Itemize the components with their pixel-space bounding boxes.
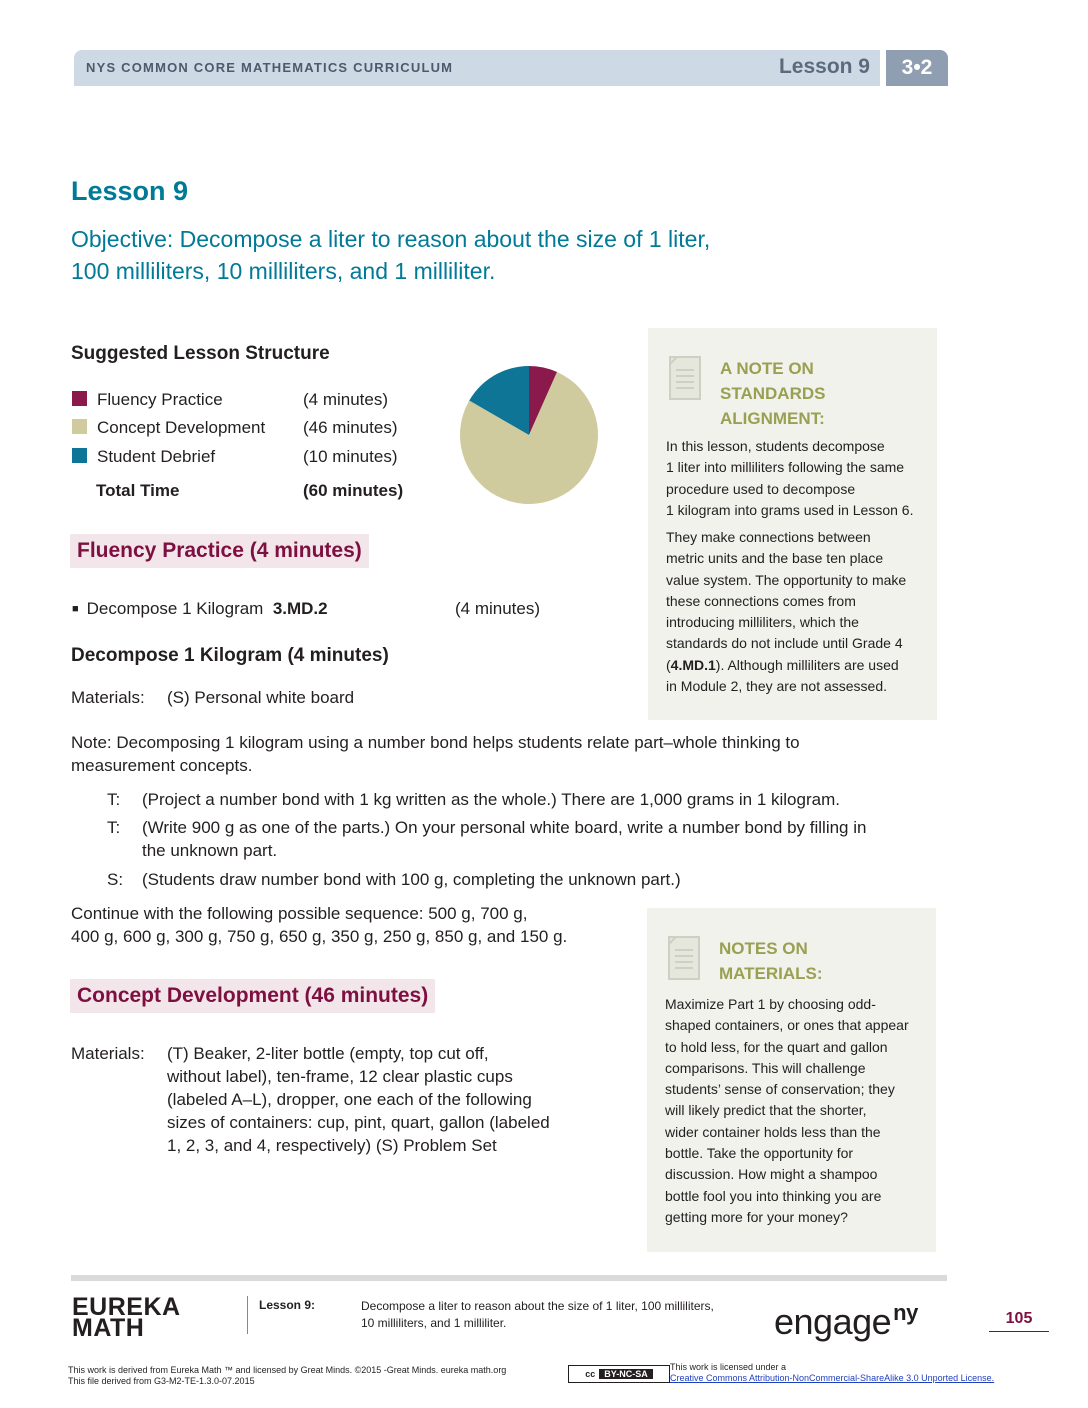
dialogue-line xyxy=(142,788,932,811)
module-badge: 3•2 xyxy=(886,50,948,86)
lesson-structure-title: Suggested Lesson Structure xyxy=(71,343,330,364)
dialogue-text: the unknown part. xyxy=(142,841,278,860)
heading-line: MATERIALS: xyxy=(719,964,823,983)
footer-lesson-label: Lesson 9: xyxy=(259,1298,316,1312)
notepad-icon xyxy=(667,354,705,404)
standards-note-paragraph-2 xyxy=(666,527,932,697)
logo-text: engage xyxy=(774,1301,892,1342)
eureka-math-logo xyxy=(72,1293,181,1342)
lesson-title: Lesson 9 xyxy=(71,176,189,206)
note-text-line: standards do not include until Grade 4 xyxy=(666,635,903,652)
note-line: Note: Decomposing 1 kilogram using a number bond helps students relate part–whole thinking to xyxy=(71,733,800,752)
heading-line: NOTES ON xyxy=(719,939,808,958)
note-text-line: Maximize Part 1 by choosing odd- xyxy=(665,996,876,1012)
note-line: measurement concepts. xyxy=(71,756,253,775)
materials-line: 1, 2, 3, and 4, respectively) (S) Problem Set xyxy=(167,1136,497,1155)
note-text-line: bottle fool you into thinking you are xyxy=(665,1187,882,1204)
concept-materials-label: Materials: xyxy=(71,1044,145,1063)
objective-line-2: 100 milliliters, 10 milliliters, and 1 milliliter. xyxy=(71,258,496,284)
note-text-line: They make connections between xyxy=(666,529,871,545)
legend-swatch xyxy=(72,448,87,463)
note-text-line: comparisons. This will challenge xyxy=(665,1059,866,1076)
legend-item-concept xyxy=(72,416,265,440)
credit-text xyxy=(68,1365,506,1387)
legend-swatch xyxy=(72,419,87,434)
legend-swatch xyxy=(72,391,87,406)
note-text-line: value system. The opportunity to make xyxy=(666,571,907,588)
legend-label: Student Debrief xyxy=(97,447,216,466)
lesson-time-pie-chart xyxy=(458,364,600,506)
description-line: 10 milliliters, and 1 milliliter. xyxy=(361,1316,507,1330)
dialogue-speaker: T: xyxy=(107,790,121,809)
legend-label: Concept Development xyxy=(97,418,266,437)
license-text xyxy=(670,1362,994,1384)
legend-minutes-fluency: (4 minutes) xyxy=(303,390,389,409)
footer-lesson-description xyxy=(361,1298,761,1332)
continue-sequence xyxy=(71,902,631,948)
lesson-objective xyxy=(71,223,831,287)
note-text-line: getting more for your money? xyxy=(665,1208,848,1225)
note-text-line: these connections comes from xyxy=(666,592,856,609)
standards-note-heading xyxy=(720,356,825,431)
note-text-line: wider container holds less than the xyxy=(665,1123,881,1140)
dialogue-speaker: T: xyxy=(107,818,121,837)
fluency-materials-text: (S) Personal white board xyxy=(167,688,355,707)
note-text-line: shaped containers, or ones that appear xyxy=(665,1017,909,1034)
heading-line: A NOTE ON xyxy=(720,359,814,378)
note-text-line: metric units and the base ten place xyxy=(666,550,884,567)
activity-title: Decompose 1 Kilogram (4 minutes) xyxy=(71,645,389,666)
curriculum-name: NYS COMMON CORE MATHEMATICS CURRICULUM xyxy=(86,60,454,75)
cc-terms: BY-NC-SA xyxy=(599,1369,653,1379)
legend-item-debrief xyxy=(72,445,215,469)
note-text-line: students’ sense of conservation; they xyxy=(665,1081,895,1098)
engageny-logo xyxy=(774,1300,918,1343)
note-text-line: 1 kilogram into grams used in Lesson 6. xyxy=(666,501,914,518)
license-link[interactable]: Creative Commons Attribution-NonCommercial-ShareAlike 3.0 Unported License. xyxy=(670,1373,995,1383)
note-text-line: procedure used to decompose xyxy=(666,480,856,497)
materials-note-box xyxy=(647,908,936,1252)
dialogue-line xyxy=(142,868,932,891)
standards-note-paragraph-1 xyxy=(666,436,932,521)
materials-note-heading xyxy=(719,936,823,986)
text-fragment: ). Although milliliters are used xyxy=(715,656,899,673)
objective-line-1: Objective: Decompose a liter to reason about the size of 1 liter, xyxy=(71,226,711,252)
bullet-icon: ■ xyxy=(72,603,79,615)
logo-line: MATH xyxy=(72,1314,145,1342)
fluency-materials-label: Materials: xyxy=(71,688,145,707)
total-time-label: Total Time xyxy=(96,481,180,500)
header-lesson-label: Lesson 9 xyxy=(778,55,870,78)
cc-license-badge xyxy=(568,1365,670,1383)
license-line: This work is licensed under a xyxy=(670,1362,787,1372)
materials-note-text xyxy=(665,994,933,1228)
notepad-icon xyxy=(666,934,704,984)
fluency-note xyxy=(71,731,931,777)
cc-icon: cc xyxy=(585,1369,596,1379)
logo-superscript: ny xyxy=(893,1300,918,1325)
page-number: 105 xyxy=(989,1310,1049,1332)
dialogue-text: (Students draw number bond with 100 g, completing the unknown part.) xyxy=(142,870,681,889)
dialogue-text: (Write 900 g as one of the parts.) On your personal white board, write a number bond by filling in xyxy=(142,818,867,837)
total-time-minutes: (60 minutes) xyxy=(303,481,404,500)
description-line: Decompose a liter to reason about the size of 1 liter, 100 milliliters, xyxy=(361,1299,714,1313)
materials-line: (labeled A–L), dropper, one each of the following xyxy=(167,1090,532,1109)
footer-separator xyxy=(247,1296,248,1334)
bullet-activity: Decompose 1 Kilogram xyxy=(86,599,264,618)
logo-line: EUREKA xyxy=(72,1293,181,1321)
note-text-line: In this lesson, students decompose xyxy=(666,438,885,454)
standard-code: 4.MD.1 xyxy=(670,656,716,673)
heading-line: ALIGNMENT: xyxy=(720,409,825,428)
materials-line: (T) Beaker, 2-liter bottle (empty, top cut off, xyxy=(167,1044,489,1063)
footer-divider xyxy=(71,1275,947,1281)
legend-label: Fluency Practice xyxy=(97,390,223,409)
heading-line: STANDARDS xyxy=(720,384,826,403)
note-text-line: will likely predict that the shorter, xyxy=(665,1102,867,1119)
materials-line: sizes of containers: cup, pint, quart, gallon (labeled xyxy=(167,1113,550,1132)
legend-minutes-debrief: (10 minutes) xyxy=(303,447,398,466)
bullet-minutes: (4 minutes) xyxy=(455,599,541,618)
legend-item-fluency xyxy=(72,388,223,412)
bullet-standard: 3.MD.2 xyxy=(272,599,328,618)
text-fragment: ( xyxy=(666,656,671,673)
concept-section-header: Concept Development (46 minutes) xyxy=(70,979,435,1013)
dialogue-line xyxy=(142,816,932,862)
note-text-line: 1 liter into milliliters following the same xyxy=(666,459,905,476)
fluency-section-header: Fluency Practice (4 minutes) xyxy=(70,534,369,568)
credit-line: This work is derived from Eureka Math ™ and licensed by Great Minds. ©2015 -Great Minds. eureka math.org xyxy=(68,1365,507,1375)
note-text-line: discussion. How might a shampoo xyxy=(665,1166,878,1183)
credit-line: This file derived from G3-M2-TE-1.3.0-07.2015 xyxy=(68,1376,255,1386)
note-text-line xyxy=(666,655,932,676)
curriculum-header-bar xyxy=(74,50,880,86)
sequence-line: Continue with the following possible sequence: 500 g, 700 g, xyxy=(71,904,528,923)
dialogue-text: (Project a number bond with 1 kg written as the whole.) There are 1,000 grams in 1 kilogram. xyxy=(142,790,840,809)
sequence-line: 400 g, 600 g, 300 g, 750 g, 650 g, 350 g, 250 g, 850 g, and 150 g. xyxy=(71,927,568,946)
dialogue-speaker: S: xyxy=(107,870,124,889)
materials-line: without label), ten-frame, 12 clear plastic cups xyxy=(167,1067,513,1086)
note-text-line: introducing milliliters, which the xyxy=(666,614,859,631)
fluency-bullet-item xyxy=(72,597,328,621)
note-text-line: in Module 2, they are not assessed. xyxy=(666,678,888,695)
standards-note-box xyxy=(648,328,937,720)
legend-minutes-concept: (46 minutes) xyxy=(303,418,398,437)
note-text-line: bottle. Take the opportunity for xyxy=(665,1145,854,1162)
concept-materials-text xyxy=(167,1042,597,1157)
note-text-line: to hold less, for the quart and gallon xyxy=(665,1038,888,1055)
